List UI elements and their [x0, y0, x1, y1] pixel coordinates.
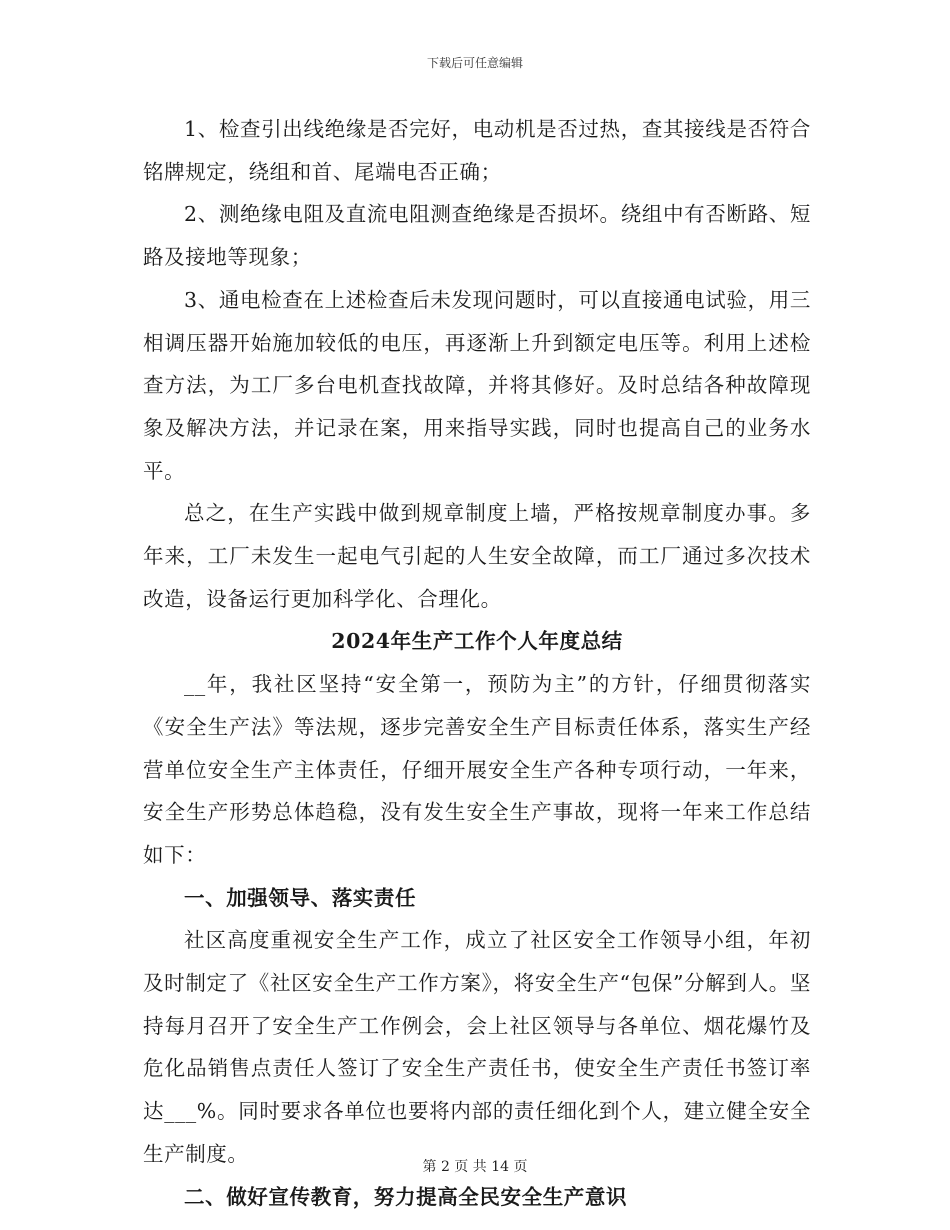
section-heading-1: 一、加强领导、落实责任 [184, 885, 417, 910]
page-header: 下载后可任意编辑 [426, 56, 523, 70]
paragraph-item-1: 1、检查引出线绝缘是否完好，电动机是否过热，查其接线是否符合铭牌规定，绕组和首、尾端电否正确； [143, 117, 811, 184]
paragraph-item-2: 2、测绝缘电阻及直流电阻测查绝缘是否损坏。绕组中有否断路、短路及接地等现象； [143, 202, 811, 270]
paragraph-conclusion: 总之，在生产实践中做到规章制度上墙，严格按规章制度办事。多年来，工厂未发生一起电气引起的人生安全故障，而工厂通过多次技术改造，设备运行更加科学化、合理化。 [143, 501, 811, 611]
section-heading-2: 二、做好宣传教育，努力提高全民安全生产意识 [184, 1184, 628, 1209]
document-body [143, 108, 811, 1218]
page-footer: 第 2 页 共 14 页 [422, 1159, 528, 1175]
paragraph-section-1: 社区高度重视安全生产工作，成立了社区安全工作领导小组，年初及时制定了《社区安全生产工作方案》，将安全生产“包保”分解到人。坚持每月召开了安全生产工作例会，会上社区领导与各单位、烟花爆竹及危化品销售点责任人签订了安全生产责任书，使安全生产责任书签订率达___%。同时要求各单位也要将内部的责任细化到个人，建立健全安全生产制度。 [143, 928, 811, 1166]
document-title: 2024年生产工作个人年度总结 [331, 629, 623, 654]
paragraph-intro: __年，我社区坚持“安全第一，预防为主”的方针，仔细贯彻落实《安全生产法》等法规，逐步完善安全生产目标责任体系，落实生产经营单位安全生产主体责任，仔细开展安全生产各种专项行动，一年来，安全生产形势总体趋稳，没有发生安全生产事故，现将一年来工作总结如下： [143, 672, 811, 867]
paragraph-item-3: 3、通电检查在上述检查后未发现问题时，可以直接通电试验，用三相调压器开始施加较低的电压，再逐渐上升到额定电压等。利用上述检查方法，为工厂多台电机查找故障，并将其修好。及时总结各种故障现象及解决方法，并记录在案，用来指导实践，同时也提高自己的业务水平。 [143, 287, 811, 483]
